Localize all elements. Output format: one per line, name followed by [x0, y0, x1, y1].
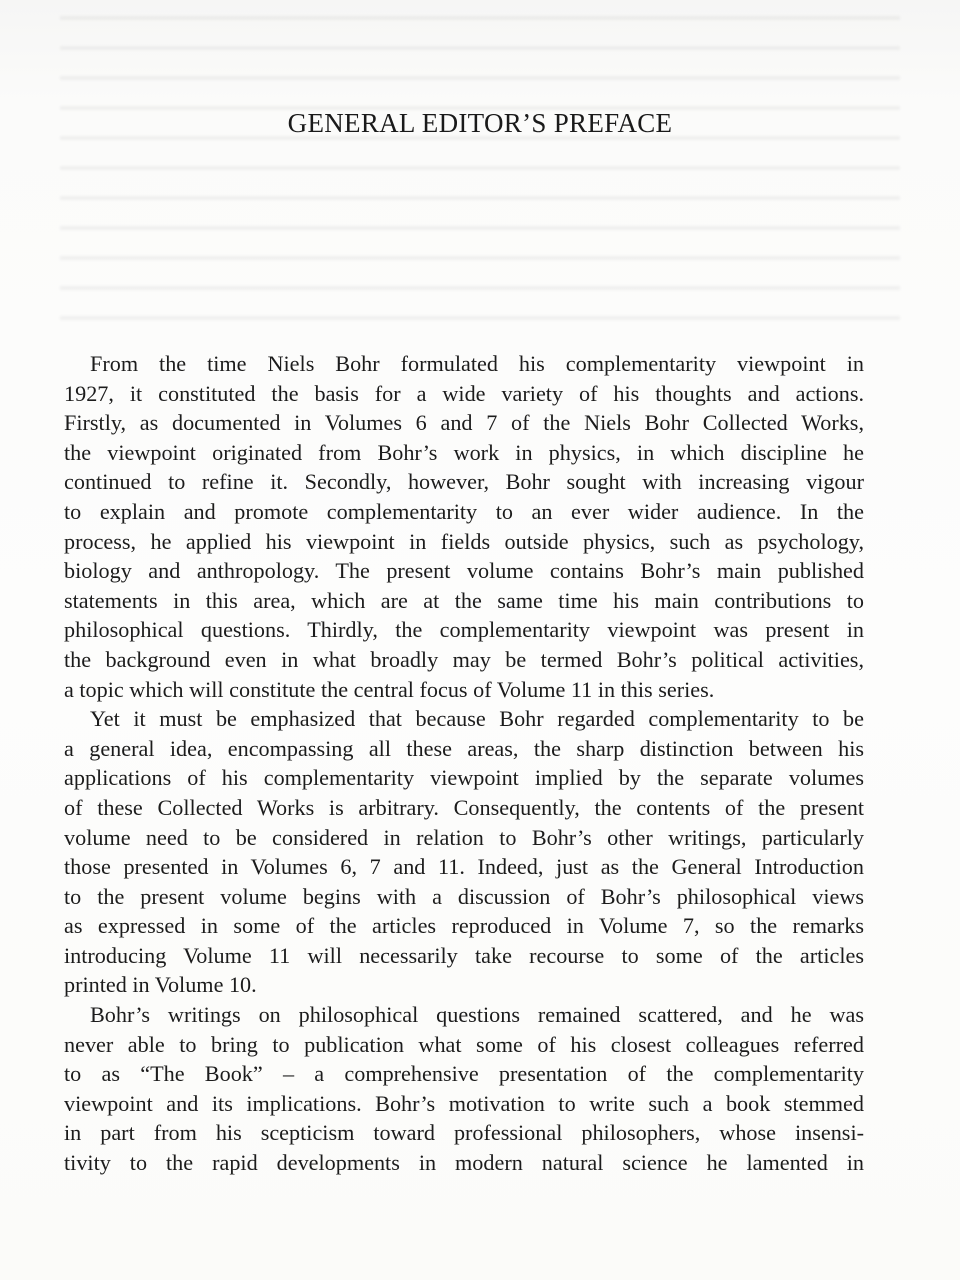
text-line: tivity to the rapid developments in modern natural science he lamented in: [64, 1150, 864, 1176]
page-title: GENERAL EDITOR’S PREFACE: [287, 108, 673, 138]
text-line: statements in this area, which are at the same time his main contributions to: [64, 587, 864, 613]
text-line: Bohr’s writings on philosophical questions remained scattered, and he was: [90, 1002, 864, 1028]
paragraph-2: [64, 704, 864, 1000]
text-line: continued to refine it. Secondly, however, Bohr sought with increasing vigour: [64, 469, 864, 495]
show-through-text: [60, 0, 900, 330]
text-line: to the present volume begins with a discussion of Bohr’s philosophical views: [64, 883, 864, 909]
text-line: 1927, it constituted the basis for a wide variety of his thoughts and actions.: [64, 380, 864, 406]
text-line: in part from his scepticism toward professional philosophers, whose insensi-: [64, 1120, 864, 1146]
text-line: philosophical questions. Thirdly, the complementarity viewpoint was present in: [64, 617, 864, 643]
paragraph-3: [64, 1000, 864, 1178]
text-line: as expressed in some of the articles reproduced in Volume 7, so the remarks: [64, 913, 864, 939]
text-line: viewpoint and its implications. Bohr’s motivation to write such a book stemmed: [64, 1090, 864, 1116]
text-line: to explain and promote complementarity to an ever wider audience. In the: [64, 498, 864, 524]
text-line: the background even in what broadly may be termed Bohr’s political activities,: [64, 646, 864, 672]
text-line: process, he applied his viewpoint in fields outside physics, such as psychology,: [64, 528, 864, 554]
text-line: From the time Niels Bohr formulated his complementarity viewpoint in: [90, 351, 864, 376]
text-line: introducing Volume 11 will necessarily take recourse to some of the articles: [64, 942, 864, 968]
text-line: biology and anthropology. The present volume contains Bohr’s main published: [64, 558, 864, 584]
text-line: a general idea, encompassing all these areas, the sharp distinction between his: [64, 735, 864, 761]
text-line: of these Collected Works is arbitrary. Consequently, the contents of the present: [64, 794, 864, 820]
text-line: Firstly, as documented in Volumes 6 and 7 of the Niels Bohr Collected Works,: [64, 410, 864, 436]
text-line: applications of his complementarity viewpoint implied by the separate volumes: [64, 765, 864, 791]
text-line: printed in Volume 10.: [64, 972, 257, 998]
paragraph-1: [64, 349, 864, 704]
text-line: those presented in Volumes 6, 7 and 11. Indeed, just as the General Introduction: [64, 854, 864, 880]
text-line: to as “The Book” – a comprehensive presentation of the complementarity: [64, 1061, 864, 1087]
text-line: a topic which will constitute the central focus of Volume 11 in this series.: [64, 676, 715, 702]
text-line: volume need to be considered in relation to Bohr’s other writings, particularly: [64, 824, 864, 850]
text-line: the viewpoint originated from Bohr’s work in physics, in which discipline he: [64, 439, 864, 465]
text-line: Yet it must be emphasized that because Bohr regarded complementarity to be: [90, 706, 864, 732]
body-text: [64, 349, 864, 1178]
text-line: never able to bring to publication what some of his closest colleagues referred: [64, 1031, 864, 1057]
